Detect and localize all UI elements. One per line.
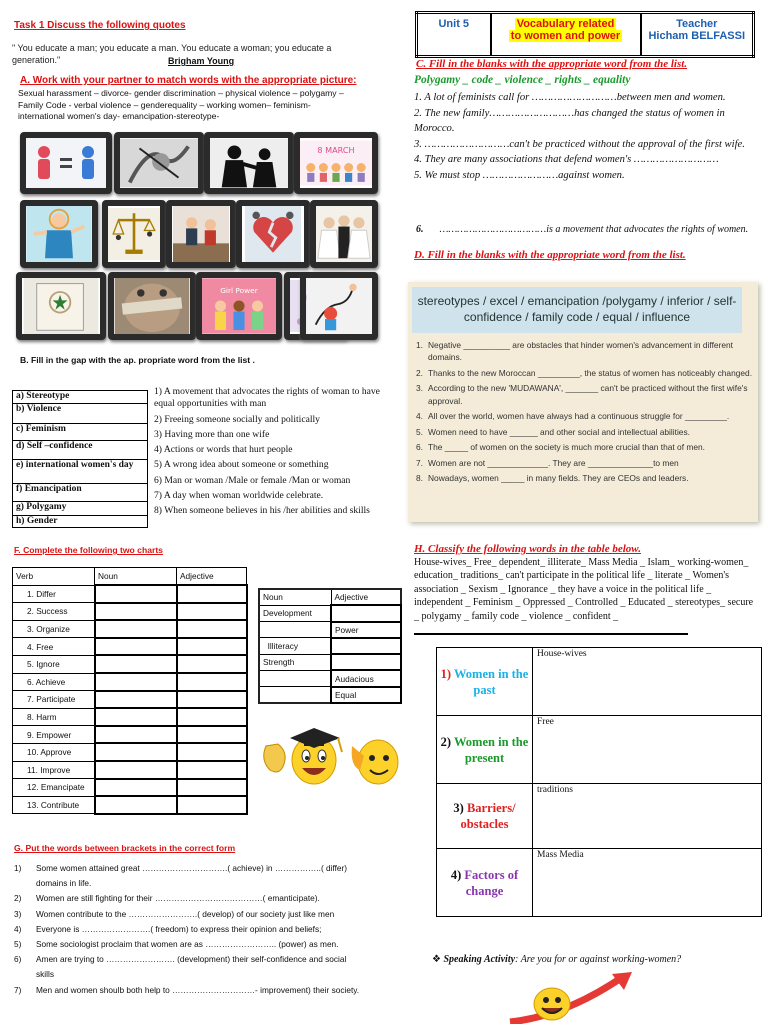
row-label: [437, 849, 533, 917]
item-number: 8.: [416, 472, 423, 483]
noun-blank[interactable]: [95, 673, 177, 691]
item-text: Thanks to the new Moroccan _________, the status of women has noticeably changed.: [428, 367, 753, 378]
adjective-blank[interactable]: [177, 761, 247, 779]
girl-power-text: Girl Power: [220, 286, 258, 296]
fill-sentence: 2. The new family………………………has changed the status of women in Morocco.: [414, 107, 725, 135]
term-cell: h) Gender: [13, 516, 148, 528]
rising-arrow-emoji-icon: [506, 970, 636, 1024]
item-text: According to the new 'MUDAWANA', _______ can't be practiced without the first wife's approval.: [428, 383, 748, 406]
item-text: Women are not _____________. They are ______________to men: [428, 457, 679, 468]
row-label-text: Factors of change: [464, 867, 519, 898]
fist-rope-icon: [114, 132, 204, 194]
noun-blank[interactable]: [95, 761, 177, 779]
section-a-title: A. Work with your partner to match words with the appropriate picture:: [20, 75, 357, 86]
row-label-text: Women in the present: [454, 734, 529, 765]
item-number: 6.: [416, 442, 423, 453]
fill-sentence-6: [416, 224, 748, 235]
adjective-cell[interactable]: [331, 605, 401, 621]
example-cell[interactable]: Free: [533, 716, 762, 784]
noun-adjective-chart: [258, 588, 402, 704]
item-text: Women need to have ______ and other social and intellectual abilities.: [428, 426, 690, 437]
adjective-blank[interactable]: [177, 779, 247, 797]
row-label: [437, 784, 533, 849]
terms-table: [12, 390, 148, 528]
noun-blank[interactable]: [95, 585, 177, 603]
noun-blank[interactable]: [95, 726, 177, 744]
adjective-blank[interactable]: [177, 726, 247, 744]
fill-sentence: 5. We must stop ……………………against women.: [414, 169, 625, 181]
adjective-cell: Adjective: [331, 589, 401, 605]
noun-blank[interactable]: [95, 743, 177, 761]
teacher-label: Teacher: [676, 18, 718, 30]
verb-chart: [12, 567, 248, 815]
exercise-item: [14, 861, 364, 891]
adjective-blank[interactable]: [177, 585, 247, 603]
term-cell: f) Emancipation: [13, 484, 148, 502]
row-number: 2): [440, 734, 452, 749]
family-code-book-icon: [16, 272, 106, 340]
definition-item: 6) Man or woman /Male or female /Man or woman: [154, 474, 351, 486]
section-h-title: H. Classify the following words in the table below.: [414, 543, 641, 555]
scales-justice-icon: [102, 200, 166, 268]
exercise-item: [14, 922, 364, 937]
row-label: [437, 716, 533, 784]
definition-item: 1) A movement that advocates the rights of woman to have equal opportunities with man: [154, 386, 380, 410]
noun-blank[interactable]: [95, 691, 177, 709]
noun-cell[interactable]: [259, 622, 331, 638]
diamond-bullet-icon: ❖: [432, 954, 444, 965]
example-cell[interactable]: traditions: [533, 784, 762, 849]
speaking-activity: [432, 954, 681, 965]
term-cell: b) Violence: [13, 404, 148, 424]
verb-cell: 8. Harm: [13, 708, 95, 726]
textbook-item: [416, 472, 756, 484]
item-text: Everyone is …………………….( freedom) to express their opinion and beliefs;: [36, 923, 322, 934]
8-march-women-icon: [294, 132, 378, 194]
item-text: Men and women shoulb both help to …………………………- improvement) their society.: [36, 984, 360, 995]
adjective-blank[interactable]: [177, 691, 247, 709]
definition-item: 4) Actions or words that hurt people: [154, 444, 293, 456]
superwoman-icon: [20, 200, 98, 268]
fill-sentence: 1. A lot of feminists call for ………………………between men and women.: [414, 92, 726, 103]
noun-blank[interactable]: [95, 779, 177, 797]
item-number: 3): [14, 908, 22, 919]
girl-power-icon: [196, 272, 282, 340]
verb-cell: 5. Ignore: [13, 655, 95, 673]
definition-item: 5) A wrong idea about someone or something: [154, 459, 329, 471]
verb-cell: 3. Organize: [13, 620, 95, 638]
task1-title: Task 1 Discuss the following quotes: [14, 20, 186, 31]
adjective-cell[interactable]: [331, 654, 401, 670]
adjective-blank[interactable]: [177, 796, 247, 814]
office-harassment-icon: [166, 200, 236, 268]
item-number: 4): [14, 923, 22, 934]
vocab-title: [491, 13, 641, 57]
adjective-blank[interactable]: [177, 620, 247, 638]
noun-cell: Noun: [259, 589, 331, 605]
word-bank: stereotypes / excel / emancipation /polygamy / inferior / self-confidence / family code / equal / influence: [412, 287, 742, 333]
term-cell: e) international women's day: [13, 460, 148, 484]
noun-blank[interactable]: [95, 796, 177, 814]
hand-puppet-icon: [300, 272, 378, 340]
textbook-excerpt: [408, 282, 758, 522]
verb-cell: 6. Achieve: [13, 673, 95, 691]
item-number: 3.: [416, 383, 423, 394]
item-number: 2): [14, 893, 22, 904]
term-cell: g) Polygamy: [13, 502, 148, 516]
definitions-list: [154, 386, 394, 521]
fill-sentence: 3. ………………………can't be practiced without the approval of the first wife.: [414, 138, 745, 150]
vocab-line-1: Vocabulary related: [516, 18, 615, 30]
section-b-title: B. Fill in the gap with the ap. propriate word from the list .: [20, 355, 255, 365]
item-text: All over the world, women have always had a continuous struggle for _________.: [428, 411, 730, 422]
definition-item: 8) When someone believes in his /her abilities and skills: [154, 505, 370, 517]
item-number: 1): [14, 863, 22, 873]
term-cell: d) Self –confidence: [13, 441, 148, 460]
textbook-item: [416, 339, 756, 364]
header-verb: Verb: [13, 568, 95, 586]
confrontation-silhouette-icon: [204, 132, 294, 194]
section-c-title: C. Fill in the blanks with the appropriate word from the list.: [416, 58, 688, 70]
noun-cell[interactable]: [259, 687, 331, 703]
verb-cell: 1. Differ: [13, 585, 95, 603]
header-noun: Noun: [95, 568, 177, 586]
item-number: 5): [14, 939, 22, 950]
term-cell: a) Stereotype: [13, 391, 148, 404]
section-d-title: D. Fill in the blanks with the appropriate word from the list.: [414, 249, 686, 261]
quote-text: " You educate a man; you educate a man. You educate a woman; you educate a generation.": [12, 43, 332, 65]
exercise-item: [14, 937, 364, 952]
adjective-cell[interactable]: Audacious: [331, 670, 401, 686]
item-number: 7): [14, 984, 22, 995]
noun-blank[interactable]: [95, 655, 177, 673]
item-number: 1.: [416, 340, 423, 350]
item-number: 5.: [416, 426, 423, 437]
item-text: Negative __________ are obstacles that hinder women's advancement in different domains.: [428, 340, 734, 363]
item-text: Nowadays, women _____ in many fields. They are CEOs and leaders.: [428, 472, 689, 483]
verb-cell: 7. Participate: [13, 691, 95, 709]
item-text: The _____ of women on the society is much more crucial than that of men.: [428, 442, 705, 453]
adjective-cell[interactable]: [331, 638, 401, 654]
section-c-word-list: Polygamy _ code _ violence _ rights _ equality: [414, 74, 631, 86]
row-number: 1): [440, 666, 452, 681]
adjective-blank[interactable]: [177, 743, 247, 761]
broken-heart-icon: [236, 200, 310, 268]
adjective-blank[interactable]: [177, 603, 247, 621]
item-text: Amen are trying to ……………………. (development) their self-confidence and social skills: [36, 954, 347, 980]
textbook-item: [416, 410, 756, 422]
textbook-item: [416, 426, 756, 438]
teacher-cell: [641, 13, 754, 57]
row-label-text: Barriers/ obstacles: [460, 801, 516, 831]
verb-cell: 12. Emancipate: [13, 779, 95, 797]
item-text: Women are still fighting for their …………………………………( emanticipate).: [36, 893, 320, 904]
definition-item: 3) Having more than one wife: [154, 428, 270, 440]
section-f-title: F. Complete the following two charts: [14, 545, 163, 555]
row-number: 4): [450, 867, 462, 882]
header-adjective: Adjective: [177, 568, 247, 586]
item-number: 6.: [416, 224, 424, 235]
speaking-label: Speaking Activity: [443, 954, 516, 965]
textbook-items: [416, 339, 756, 487]
unit-header: [415, 11, 755, 58]
item-number: 7.: [416, 457, 423, 468]
row-number: 3): [453, 801, 464, 815]
adjective-cell[interactable]: Equal: [331, 687, 401, 703]
item-text: Women contribute to the …………………….( develop) of our society just like men: [36, 908, 335, 919]
noun-cell[interactable]: [259, 670, 331, 686]
adjective-blank[interactable]: [177, 655, 247, 673]
textbook-item: [416, 367, 756, 379]
equality-symbol-icon: [20, 132, 112, 194]
item-number: 4.: [416, 411, 423, 422]
row-label-text: Women in the past: [454, 666, 529, 697]
item-text: Some sociologist proclaim that women are as …………………….. (power) as men.: [36, 939, 339, 950]
adjective-blank[interactable]: [177, 638, 247, 656]
noun-cell[interactable]: Illiteracy: [259, 638, 331, 654]
section-h-words: House-wives_ Free_ dependent_ illiterate_ Mass Media _ Islam_ working-women_ education_ traditions_ can't participate in the political life _ literate _ Women's association _ Sexism _ Ignorance _ they have a voice in the political life _ independent _ Feminism _ Oppressed _ Controlled _ Educated _ stereotypes_ secure _ polygamy _ family code _ violence _ confident _: [414, 557, 754, 622]
noun-blank[interactable]: [95, 620, 177, 638]
quote-author: Brigham Young: [168, 56, 235, 66]
term-cell: c) Feminism: [13, 424, 148, 441]
textbook-item: [416, 382, 756, 407]
section-g-title: G. Put the words between brackets in the correct form: [14, 843, 236, 853]
noun-blank[interactable]: [95, 638, 177, 656]
definition-item: 2) Freeing someone socially and politically: [154, 413, 320, 425]
section-g-items: [14, 861, 364, 998]
section-c-items: [414, 90, 759, 184]
example-cell[interactable]: House-wives: [533, 648, 762, 716]
noun-blank[interactable]: [95, 708, 177, 726]
item-text: Some women attained great ………………………….( achieve) in ……………..( differ) domains in life.: [36, 863, 348, 889]
fill-sentence: 4. They are many associations that defend women's ………………………: [414, 154, 719, 166]
classify-table: [436, 647, 762, 917]
section-a-words: Sexual harassment – divorce- gender discrimination – physical violence – polygamy – Family Code - verbal violence – genderequality – working women– feminism- international women's day- emancipation-stereotype-: [18, 88, 344, 121]
exercise-item: [14, 907, 364, 922]
row-label: [437, 648, 533, 716]
teacher-name: Hicham BELFASSI: [648, 30, 746, 42]
example-cell[interactable]: Mass Media: [533, 849, 762, 917]
tape-mouth-icon: [108, 272, 196, 340]
verb-cell: 10. Approve: [13, 743, 95, 761]
vocab-line-2: to women and power: [510, 30, 621, 42]
textbook-item: [416, 457, 756, 469]
verb-cell: 9. Empower: [13, 726, 95, 744]
divider: [414, 633, 688, 635]
verb-cell: 13. Contribute: [13, 796, 95, 814]
verb-cell: 2. Success: [13, 603, 95, 621]
speaking-question: : Are you for or against working-women?: [515, 954, 682, 965]
wedding-polygamy-icon: [310, 200, 378, 268]
exercise-item: [14, 891, 364, 906]
exercise-item: [14, 983, 364, 998]
item-number: 2.: [416, 367, 423, 378]
verb-cell: 4. Free: [13, 638, 95, 656]
noun-cell[interactable]: Development: [259, 605, 331, 621]
noun-blank[interactable]: [95, 603, 177, 621]
graduate-emoji-icon: [258, 716, 402, 792]
unit-label: Unit 5: [417, 13, 491, 57]
exercise-item: [14, 952, 364, 982]
noun-cell[interactable]: Strength: [259, 654, 331, 670]
8-march-badge-text: 8 MARCH: [317, 145, 355, 156]
item-text: ………………………………is a movement that advocates the rights of women.: [439, 224, 749, 235]
adjective-cell[interactable]: Power: [331, 622, 401, 638]
verb-cell: 11. Improve: [13, 761, 95, 779]
definition-item: 7) A day when woman worldwide celebrate.: [154, 489, 324, 501]
adjective-blank[interactable]: [177, 708, 247, 726]
textbook-item: [416, 441, 756, 453]
adjective-blank[interactable]: [177, 673, 247, 691]
item-number: 6): [14, 954, 22, 965]
